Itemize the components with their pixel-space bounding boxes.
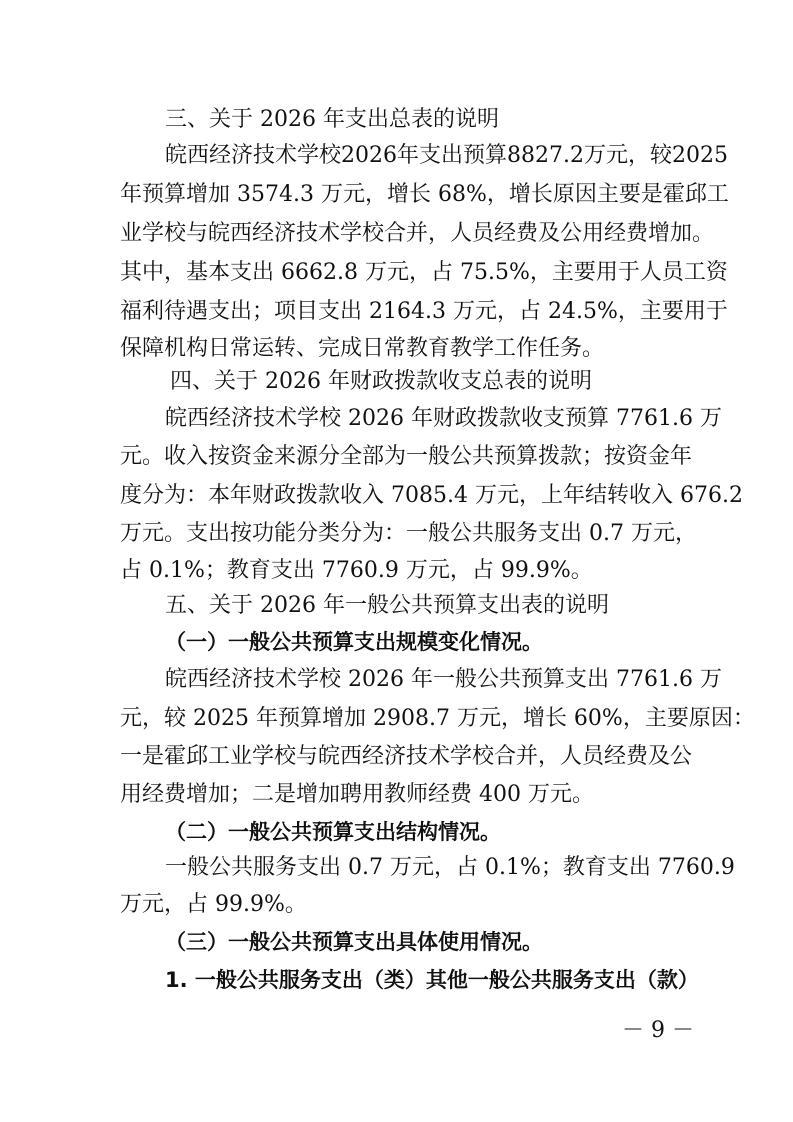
subsection-1-line-2: 元，较 2025 年预算增加 2908.7 万元，增长 60%，主要原因： xyxy=(120,706,755,731)
section-3-line-2: 年预算增加 3574.3 万元，增长 68%，增长原因主要是霍邱工 xyxy=(120,182,729,207)
section-3-line-6: 保障机构日常运转、完成日常教育教学工作任务。 xyxy=(120,336,605,361)
subsection-1-line-1: 皖西经济技术学校 2026 年一般公共预算支出 7761.6 万 xyxy=(165,667,722,692)
section-4-heading: 四、关于 2026 年财政拨款收支总表的说明 xyxy=(170,369,592,394)
subsection-1-heading: （一）一般公共预算支出规模变化情况。 xyxy=(165,630,543,654)
section-4-line-4: 万元。支出按功能分类分为：一般公共服务支出 0.7 万元， xyxy=(120,521,697,546)
subsection-3-heading: （三）一般公共预算支出具体使用情况。 xyxy=(165,930,543,954)
subsection-2-heading: （二）一般公共预算支出结构情况。 xyxy=(165,820,501,844)
section-3-heading: 三、关于 2026 年支出总表的说明 xyxy=(165,107,499,132)
section-4-line-5: 占 0.1%；教育支出 7760.9 万元，占 99.9%。 xyxy=(120,558,593,583)
subsection-1-line-3: 一是霍邱工业学校与皖西经济技术学校合并，人员经费及公 xyxy=(120,744,693,769)
page-number: － 9 － xyxy=(622,1018,694,1043)
section-3-line-5: 福利待遇支出；项目支出 2164.3 万元，占 24.5%，主要用于 xyxy=(120,299,728,324)
section-3-line-3: 业学校与皖西经济技术学校合并，人员经费及公用经费增加。 xyxy=(120,221,715,246)
subsection-2-line-2: 万元，占 99.9%。 xyxy=(120,892,307,917)
subsection-3-item-1: 1. 一般公共服务支出（类）其他一般公共服务支出（款） xyxy=(165,968,699,992)
section-3-line-4: 其中，基本支出 6662.8 万元，占 75.5%，主要用于人员工资 xyxy=(120,260,728,285)
section-4-line-3: 度分为：本年财政拨款收入 7085.4 万元，上年结转收入 676.2 xyxy=(120,483,743,508)
subsection-1-line-4: 用经费增加；二是增加聘用教师经费 400 万元。 xyxy=(120,782,594,807)
section-4-line-1: 皖西经济技术学校 2026 年财政拨款收支预算 7761.6 万 xyxy=(165,406,722,431)
section-4-line-2: 元。收入按资金来源分全部为一般公共预算拨款；按资金年 xyxy=(120,444,693,469)
section-3-line-1: 皖西经济技术学校2026年支出预算8827.2万元，较2025 xyxy=(165,143,728,168)
section-5-heading: 五、关于 2026 年一般公共预算支出表的说明 xyxy=(165,593,609,618)
subsection-2-line-1: 一般公共服务支出 0.7 万元，占 0.1%；教育支出 7760.9 xyxy=(165,855,735,880)
